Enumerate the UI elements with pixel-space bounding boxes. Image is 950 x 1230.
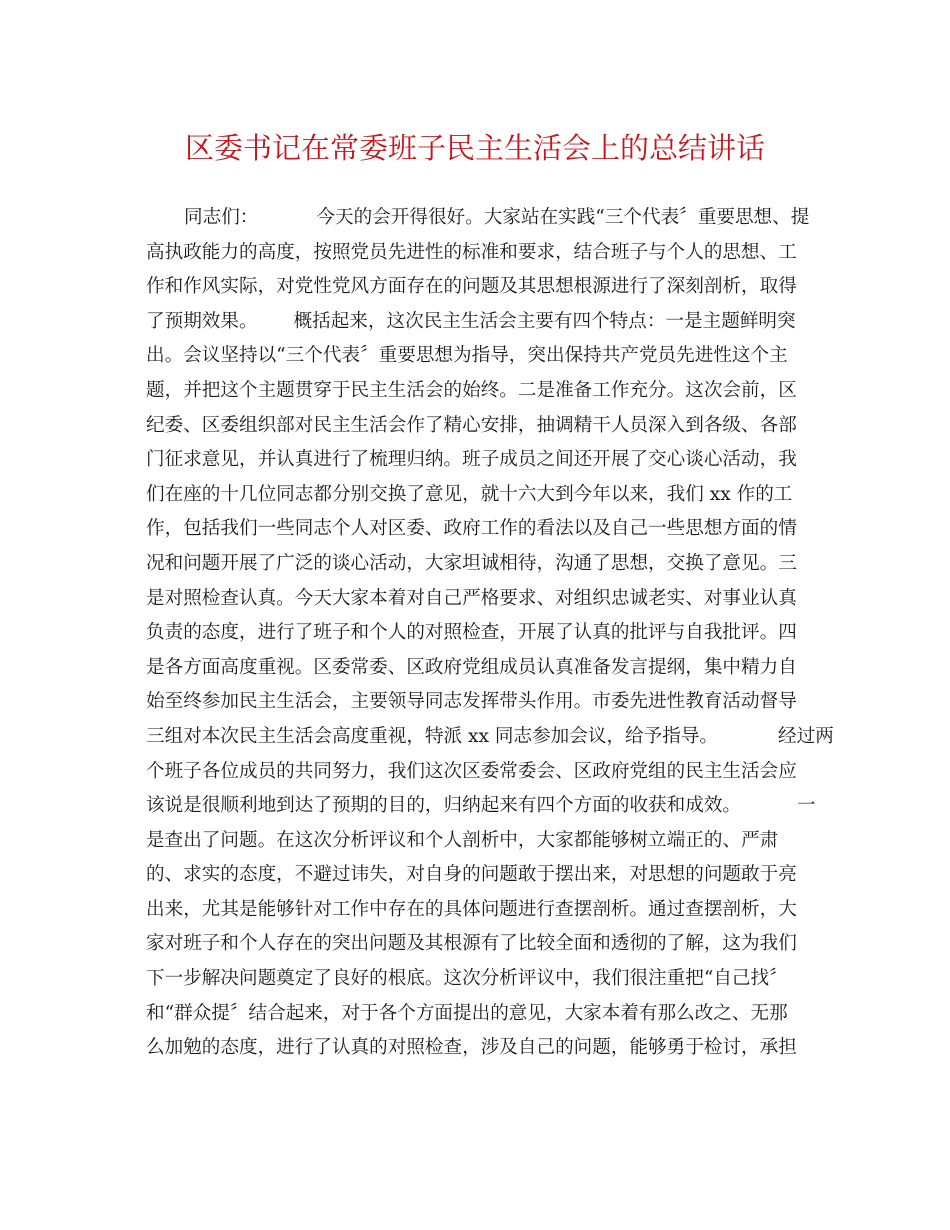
body-text: 三组对本次民主生活会高度重视，特派 xx 同志参加会议，给予指导。 — [146, 725, 719, 747]
body-text: 是各方面高度重视。区委常委、区政府党组成员认真准备发言提纲，集中精力自 — [146, 656, 797, 678]
body-text: 概括起来，这次民主生活会主要有四个特点：一是主题鲜明突 — [293, 310, 796, 332]
document-body — [146, 201, 834, 1066]
body-text: 了预期效果。 — [146, 310, 258, 332]
body-text: 的、求实的态度，不避过讳失，对自身的问题敢于摆出来，对思想的问题敢于亮 — [146, 864, 797, 886]
body-line — [146, 443, 814, 478]
body-line — [146, 374, 814, 409]
body-text: 作，包括我们一些同志个人对区委、政府工作的看法以及自己一些思想方面的情 — [146, 518, 797, 540]
body-text: 是查出了问题。在这次分析评议和个人剖析中，大家都能够树立端正的、严肃 — [146, 829, 779, 851]
body-line — [146, 547, 814, 582]
body-text: 始至终参加民主生活会，主要领导同志发挥带头作用。市委先进性教育活动督导 — [146, 691, 797, 713]
body-line — [146, 201, 814, 236]
body-text: 况和问题开展了广泛的谈心活动，大家坦诚相待，沟通了思想，交换了意见。三 — [146, 552, 797, 574]
body-line — [146, 893, 814, 928]
body-text: 高执政能力的高度，按照党员先进性的标准和要求，结合班子与个人的思想、工 — [146, 241, 797, 263]
body-text: 同志们： — [184, 207, 259, 228]
body-line — [146, 478, 814, 513]
body-line — [146, 858, 814, 893]
body-text: 家对班子和个人存在的突出问题及其根源有了比较全面和透彻的了解，这为我们 — [146, 933, 797, 955]
body-text: 作和作风实际，对党性党风方面存在的问题及其思想根源进行了深刻剖析，取得 — [146, 276, 797, 298]
body-line — [146, 236, 814, 271]
body-text: 负责的态度，进行了班子和个人的对照检查，开展了认真的批评与自我批评。四 — [146, 622, 797, 644]
body-line — [146, 512, 814, 547]
body-text: 下一步解决问题奠定了良好的根底。这次分析评议中，我们很注重把“自己找〞 — [146, 968, 788, 990]
body-line — [146, 755, 814, 790]
body-line — [146, 339, 814, 374]
body-text: 是对照检查认真。今天大家本着对自己严格要求、对组织忠诚老实、对事业认真 — [146, 587, 797, 609]
body-line — [146, 270, 814, 305]
body-line — [146, 720, 834, 755]
body-text: 们在座的十几位同志都分别交换了意见，就十六大到今年以来，我们 xx 作的工 — [146, 483, 793, 505]
body-line — [146, 409, 814, 444]
body-text: 门征求意见，并认真进行了梳理归纳。班子成员之间还开展了交心谈心活动，我 — [146, 449, 797, 471]
body-line — [146, 305, 814, 340]
body-line — [146, 927, 814, 962]
body-text: 一 — [797, 795, 816, 817]
body-line — [146, 962, 814, 997]
body-line — [146, 997, 814, 1032]
body-line — [146, 582, 814, 617]
body-text: 么加勉的态度，进行了认真的对照检查，涉及自己的问题，能够勇于检讨，承担 — [146, 1037, 797, 1059]
body-line — [146, 685, 814, 720]
body-line — [146, 789, 814, 824]
body-text: 和“群众提〞结合起来，对于各个方面提出的意见，大家本着有那么改之、无那 — [146, 1002, 788, 1024]
body-text: 该说是很顺利地到达了预期的目的，归纳起来有四个方面的收获和成效。 — [146, 795, 742, 817]
body-line — [146, 616, 814, 651]
body-line — [146, 1031, 814, 1066]
body-text: 经过两 — [778, 725, 834, 747]
body-line — [146, 651, 814, 686]
body-line — [146, 824, 814, 859]
body-text: 出来，尤其是能够针对工作中存在的具体问题进行查摆剖析。通过查摆剖析，大 — [146, 898, 797, 920]
body-text: 个班子各位成员的共同努力，我们这次区委常委会、区政府党组的民主生活会应 — [146, 760, 797, 782]
body-text: 纪委、区委组织部对民主生活会作了精心安排，抽调精干人员深入到各级、各部 — [146, 414, 797, 436]
document-title: 区委书记在常委班子民主生活会上的总结讲话 — [184, 131, 765, 165]
body-text: 出。会议坚持以“三个代表〞重要思想为指导，突出保持共产党员先进性这个主 — [146, 345, 788, 367]
body-text: 题，并把这个主题贯穿于民主生活会的始终。二是准备工作充分。这次会前，区 — [146, 379, 797, 401]
body-text: 今天的会开得很好。大家站在实践“三个代表〞重要思想、提 — [316, 207, 810, 228]
